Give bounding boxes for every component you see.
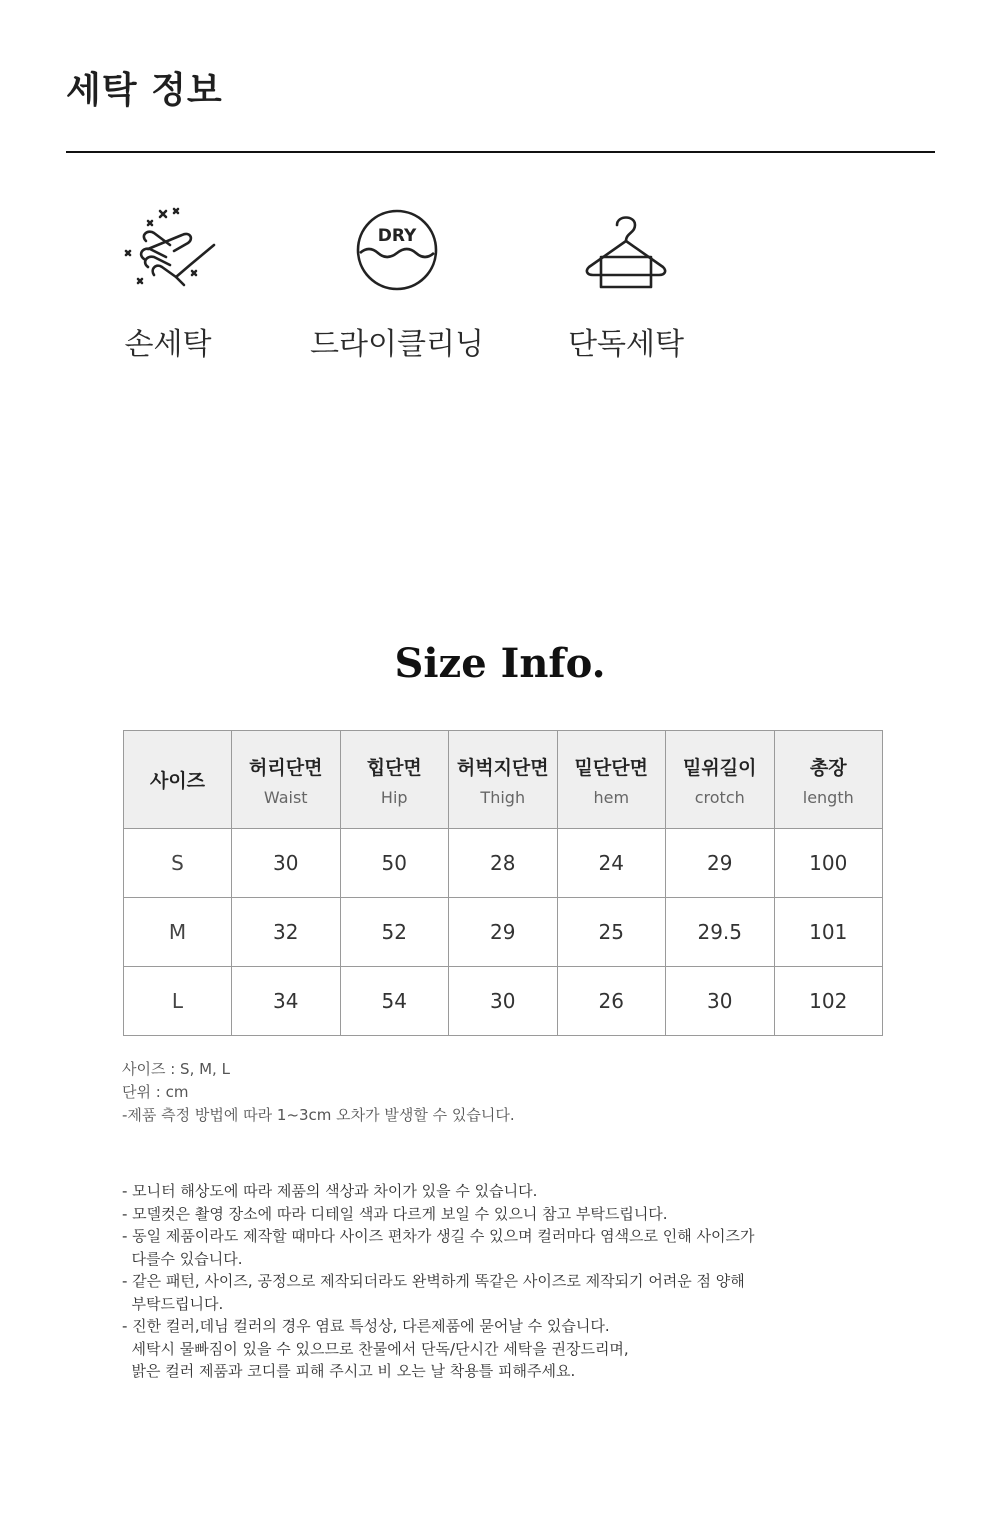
table-cell: 24 <box>557 829 666 898</box>
table-cell: 25 <box>557 898 666 967</box>
table-cell: 30 <box>449 967 558 1036</box>
table-cell: 50 <box>340 829 449 898</box>
table-row <box>124 967 883 1036</box>
header-hem <box>557 731 666 829</box>
header-en: Waist <box>263 787 308 807</box>
size-table <box>123 730 883 1036</box>
table-cell: 30 <box>666 967 775 1036</box>
care-label-dry-clean: 드라이클리닝 <box>310 327 484 362</box>
header-ko: 총장 <box>809 756 847 779</box>
note-sizes: 사이즈 : S, M, L <box>122 1060 230 1078</box>
table-cell: 29 <box>449 898 558 967</box>
notice-item: - 동일 제품이라도 제작할 때마다 사이즈 편차가 생길 수 있으며 컬러마다 염색으로 인해 사이즈가 다를수 있습니다. <box>122 1227 755 1268</box>
header-ko: 밑단단면 <box>574 756 648 779</box>
table-cell: 29.5 <box>666 898 775 967</box>
size-info-title: Size Info. <box>394 640 606 687</box>
note-tolerance: -제품 측정 방법에 따라 1~3cm 오차가 발생할 수 있습니다. <box>122 1106 515 1124</box>
header-ko: 허벅지단면 <box>456 756 549 779</box>
header-length <box>774 731 883 829</box>
table-cell: 102 <box>774 967 883 1036</box>
care-label-hand-wash: 손세탁 <box>124 327 212 362</box>
dry-icon-text: DRY <box>377 226 417 246</box>
table-row <box>124 829 883 898</box>
header-ko: 밑위길이 <box>683 756 757 779</box>
header-en: crotch <box>694 787 745 807</box>
table-cell: 30 <box>232 829 341 898</box>
notice-item: - 모니터 해상도에 따라 제품의 색상과 차이가 있을 수 있습니다. <box>122 1182 538 1200</box>
care-item-hand-wash <box>68 205 268 363</box>
header-size <box>124 731 232 829</box>
notice-list <box>122 1180 755 1383</box>
header-en: length <box>802 787 854 807</box>
table-cell: 34 <box>232 967 341 1036</box>
table-cell: S <box>124 829 232 898</box>
dry-clean-icon <box>352 205 442 295</box>
table-cell: 29 <box>666 829 775 898</box>
table-cell: 101 <box>774 898 883 967</box>
notice-item: - 같은 패턴, 사이즈, 공정으로 제작되더라도 완벽하게 똑같은 사이즈로 제작되기 어려운 점 양해 부탁드립니다. <box>122 1272 745 1313</box>
size-table-header-row <box>124 731 883 829</box>
header-ko: 사이즈 <box>149 770 206 792</box>
table-row <box>124 898 883 967</box>
section-divider <box>66 151 935 153</box>
size-notes <box>122 1058 515 1127</box>
table-cell: L <box>124 967 232 1036</box>
header-ko: 힙단면 <box>366 756 422 779</box>
table-cell: 32 <box>232 898 341 967</box>
table-cell: 100 <box>774 829 883 898</box>
header-crotch <box>666 731 775 829</box>
table-cell: 28 <box>449 829 558 898</box>
care-section-title: 세탁 정보 <box>66 70 223 111</box>
header-en: hem <box>593 787 630 807</box>
header-ko: 허리단면 <box>249 756 323 779</box>
care-item-dry-clean <box>297 205 497 363</box>
care-item-hand-separate <box>526 205 726 363</box>
notice-item: - 모델컷은 촬영 장소에 따라 디테일 색과 다르게 보일 수 있으니 참고 부탁드립니다. <box>122 1204 668 1223</box>
table-cell: 54 <box>340 967 449 1036</box>
header-hip <box>340 731 449 829</box>
care-label-separate-wash: 단독세탁 <box>568 327 684 362</box>
note-unit: 단위 : cm <box>122 1083 189 1101</box>
table-cell: M <box>124 898 232 967</box>
header-thigh <box>449 731 558 829</box>
notice-item: - 진한 컬러,데님 컬러의 경우 염료 특성상, 다른제품에 묻어날 수 있습니다. 세탁시 물빠짐이 있을 수 있으므로 찬물에서 단독/단시간 세탁을 권장드리며, 밝은 컬러 제품과 코디를 피해 주시고 비 오는 날 착용틀 피해주세요. <box>122 1317 629 1380</box>
table-cell: 26 <box>557 967 666 1036</box>
hanger-icon <box>581 205 671 295</box>
header-en: Hip <box>380 787 408 807</box>
header-waist <box>232 731 341 829</box>
table-cell: 52 <box>340 898 449 967</box>
header-en: Thigh <box>480 787 526 807</box>
hand-wash-icon <box>118 205 218 295</box>
